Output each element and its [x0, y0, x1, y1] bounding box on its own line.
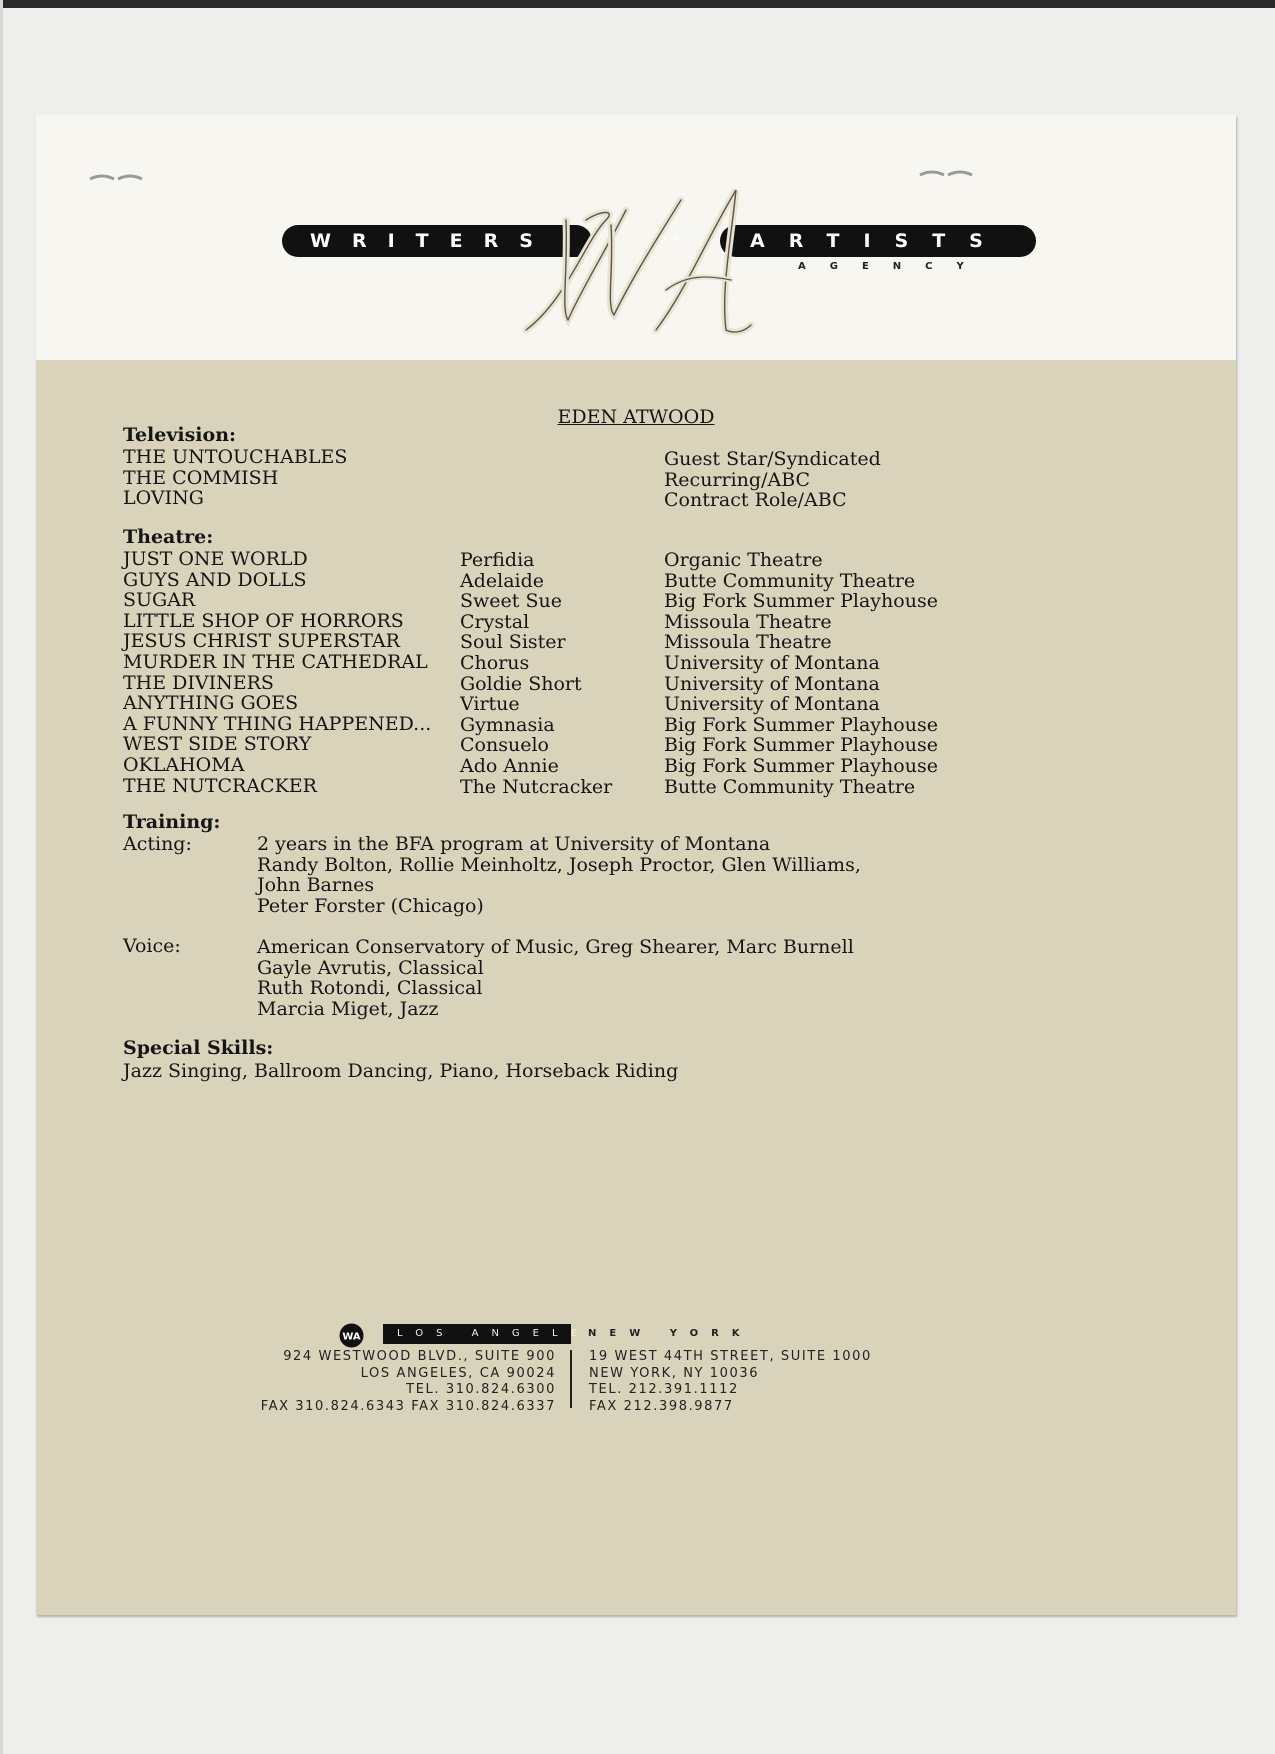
address-line: 19 WEST 44TH STREET, SUITE 1000 — [589, 1349, 872, 1364]
television-credit: Recurring/ABC — [664, 468, 811, 491]
theatre-role: Chorus — [460, 652, 530, 674]
scan-edge-top — [0, 0, 1275, 8]
theatre-title: JESUS CHRIST SUPERSTAR — [123, 630, 400, 653]
acting-training-line: 2 years in the BFA program at University of Montana — [257, 833, 771, 855]
training-heading: Training: — [123, 811, 221, 833]
theatre-venue: University of Montana — [664, 652, 880, 674]
ny-address — [589, 1349, 872, 1415]
voice-label: Voice: — [123, 935, 181, 957]
theatre-venue: University of Montana — [664, 672, 880, 695]
theatre-venue: Missoula Theatre — [664, 610, 832, 633]
voice-training-line: American Conservatory of Music, Greg Shearer, Marc Burnell — [257, 936, 854, 958]
voice-training-line: Gayle Avrutis, Classical — [257, 956, 484, 979]
theatre-title: GUYS AND DOLLS — [123, 568, 307, 591]
logo-word-and: AND — [662, 235, 696, 243]
television-credit: Contract Role/ABC — [664, 489, 847, 512]
theatre-title: LITTLE SHOP OF HORRORS — [123, 609, 404, 632]
address-line: TEL. 310.824.6300 — [406, 1382, 556, 1397]
logo-word-artists: ARTISTS — [750, 230, 1007, 252]
theatre-title: OKLAHOMA — [123, 754, 245, 776]
theatre-title: THE DIVINERS — [123, 671, 274, 694]
theatre-venue: Big Fork Summer Playhouse — [664, 590, 938, 613]
acting-training-line: Peter Forster (Chicago) — [257, 894, 484, 917]
theatre-role: Crystal — [460, 610, 530, 633]
theatre-venue: Butte Community Theatre — [664, 775, 916, 798]
theatre-venue: Big Fork Summer Playhouse — [664, 755, 938, 777]
television-credit: Guest Star/Syndicated — [664, 448, 881, 470]
theatre-heading: Theatre: — [123, 526, 214, 548]
address-divider — [570, 1350, 572, 1408]
theatre-role: Gymnasia — [460, 713, 555, 736]
theatre-role: Perfidia — [460, 549, 535, 571]
candidate-name: EDEN ATWOOD — [557, 406, 715, 428]
theatre-title: MURDER IN THE CATHEDRAL — [123, 651, 428, 673]
theatre-title: SUGAR — [123, 589, 196, 612]
theatre-role: Adelaide — [460, 569, 545, 592]
theatre-role: Virtue — [460, 693, 520, 716]
acting-label: Acting: — [123, 833, 192, 855]
wa-monogram-icon — [506, 180, 826, 350]
scan-edge-left — [0, 0, 3, 1754]
voice-training-line: Ruth Rotondi, Classical — [257, 977, 483, 1000]
staple-right-icon — [916, 167, 976, 181]
footer-mark-text: WA — [342, 1331, 361, 1343]
footer-new-york-label: NEW YORK — [588, 1328, 753, 1339]
address-line: 924 WESTWOOD BLVD., SUITE 900 — [283, 1349, 556, 1364]
address-line: FAX 212.398.9877 — [589, 1398, 734, 1414]
theatre-role: Consuelo — [460, 734, 549, 757]
theatre-role: Soul Sister — [460, 631, 566, 654]
television-heading: Television: — [123, 424, 237, 446]
television-title: THE UNTOUCHABLES — [123, 446, 348, 468]
theatre-venue: Big Fork Summer Playhouse — [664, 734, 938, 757]
special-skills-text: Jazz Singing, Ballroom Dancing, Piano, Horseback Riding — [123, 1060, 679, 1082]
address-line: TEL. 212.391.1112 — [589, 1382, 739, 1397]
logo-word-agency: AGENCY — [798, 261, 988, 272]
theatre-title: ANYTHING GOES — [123, 692, 299, 715]
letterhead — [36, 115, 1236, 360]
address-line: LOS ANGELES, CA 90024 — [360, 1365, 556, 1381]
theatre-title: A FUNNY THING HAPPENED... — [123, 712, 432, 735]
address-line: NEW YORK, NY 10036 — [589, 1365, 760, 1381]
television-title: LOVING — [123, 487, 204, 510]
theatre-title: JUST ONE WORLD — [123, 548, 308, 570]
theatre-venue: Missoula Theatre — [664, 631, 832, 654]
theatre-venue: Butte Community Theatre — [664, 569, 916, 592]
voice-training-line: Marcia Miget, Jazz — [257, 997, 439, 1020]
theatre-role: Ado Annie — [460, 755, 559, 777]
footer-los-angeles-label: LOS ANGELES — [383, 1324, 571, 1344]
theatre-venue: University of Montana — [664, 693, 880, 716]
television-title: THE COMMISH — [123, 466, 279, 489]
wa-footer-logo-icon — [339, 1323, 364, 1348]
staple-left-icon — [86, 171, 146, 185]
logo-word-writers: WRITERS — [310, 230, 554, 252]
address-line: FAX 310.824.6343 FAX 310.824.6337 — [260, 1398, 556, 1414]
theatre-title: WEST SIDE STORY — [123, 733, 312, 756]
theatre-venue: Big Fork Summer Playhouse — [664, 713, 938, 736]
theatre-role: The Nutcracker — [460, 775, 613, 798]
acting-training-line: John Barnes — [257, 874, 375, 897]
special-skills-heading: Special Skills: — [123, 1037, 274, 1059]
theatre-venue: Organic Theatre — [664, 549, 823, 571]
theatre-title: THE NUTCRACKER — [123, 774, 317, 797]
theatre-role: Goldie Short — [460, 672, 582, 695]
la-address — [261, 1349, 556, 1415]
theatre-role: Sweet Sue — [460, 590, 562, 613]
acting-training-line: Randy Bolton, Rollie Meinholtz, Joseph Proctor, Glen Williams, — [257, 853, 861, 876]
